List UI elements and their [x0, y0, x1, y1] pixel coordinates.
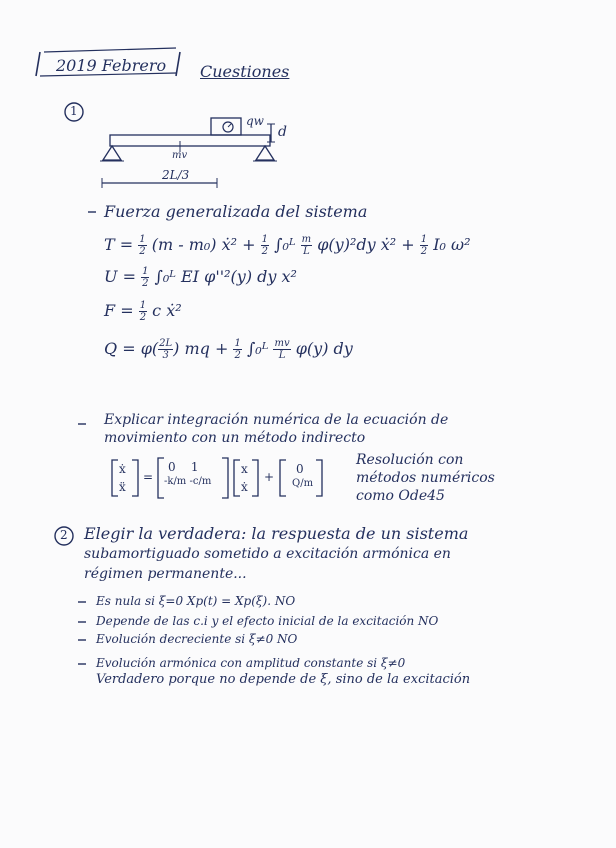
eq-T-term3: I₀ ω² — [433, 235, 471, 254]
item-generalized-force: Fuerza generalizada del sistema — [104, 202, 368, 221]
mass-label: mv — [172, 150, 188, 161]
right-support — [256, 146, 274, 160]
beam — [110, 135, 270, 146]
q2-number: 2 — [60, 528, 68, 542]
matrix-note-3: como Ode45 — [356, 488, 445, 504]
page-subtitle: Cuestiones — [200, 62, 290, 81]
equation-Q: Q = φ( $\frac{2L}{3}$ ) mq + $\frac{1}{2}$ ∫₀ᴸ $\frac{mv}{L}$ φ(y) dy — [104, 338, 353, 361]
vec-force: 0 — [296, 462, 304, 476]
page-title: 2019 Febrero — [56, 56, 167, 75]
q2-answer: Verdadero porque no depende de ξ, sino de la excitación — [96, 672, 471, 687]
left-support — [103, 146, 121, 160]
q2-option-3: Evolución decreciente si ξ≠0 NO — [96, 632, 298, 646]
motor-box — [211, 118, 241, 135]
title-bar-right — [176, 52, 180, 76]
title-bar-left — [36, 52, 40, 76]
item-numeric-integration-1: Explicar integración numérica de la ecuación de — [104, 412, 449, 428]
equation-T: T = $\frac{1}{2}$ (m - m₀) ẋ² + $\frac{1}{2}$ ∫₀ᴸ $\frac{m}{L}$ φ(y)²dy ẋ² + $\frac{1}{2}$ I₀ ω² — [104, 234, 471, 257]
q2-option-4: Evolución armónica con amplitud constante si ξ≠0 — [96, 656, 406, 670]
vec-xdot: ẋ — [119, 462, 126, 476]
item-numeric-integration-2: movimiento con un método indirecto — [104, 430, 366, 446]
equation-F: F = $\frac{1}{2}$ c ẋ² — [104, 300, 182, 323]
q2-option-1: Es nula si ξ=0 Xp(t) = Xp(ξ). NO — [96, 594, 296, 608]
q2-option-2: Depende de las c.i y el efecto inicial de la excitación NO — [96, 614, 439, 628]
eq-T-int: ∫₀ᴸ — [274, 235, 301, 254]
q2-line1: Elegir la verdadera: la respuesta de un sistema — [84, 524, 469, 543]
matrix-state: 0 1 — [168, 460, 199, 474]
q1-number: 1 — [70, 104, 78, 118]
motor-label: qw — [246, 114, 264, 128]
eq-T-term1: (m - m₀) ẋ² + — [151, 235, 261, 254]
equation-U: U = $\frac{1}{2}$ ∫₀ᴸ EI φ''²(y) dy x² — [104, 266, 297, 289]
q2-line2: subamortiguado sometido a excitación armónica en — [84, 546, 451, 562]
matrix-note-2: métodos numéricos — [356, 470, 495, 486]
matrix-note-1: Resolución con — [356, 452, 464, 468]
title-overline — [44, 48, 176, 52]
dimension-label: 2L/3 — [162, 168, 190, 182]
eq-T-lhs: T = — [104, 235, 139, 254]
eq-T-term2: φ(y)²dy ẋ² + — [317, 235, 420, 254]
d-label: d — [278, 124, 287, 140]
q2-line3: régimen permanente... — [84, 566, 247, 582]
